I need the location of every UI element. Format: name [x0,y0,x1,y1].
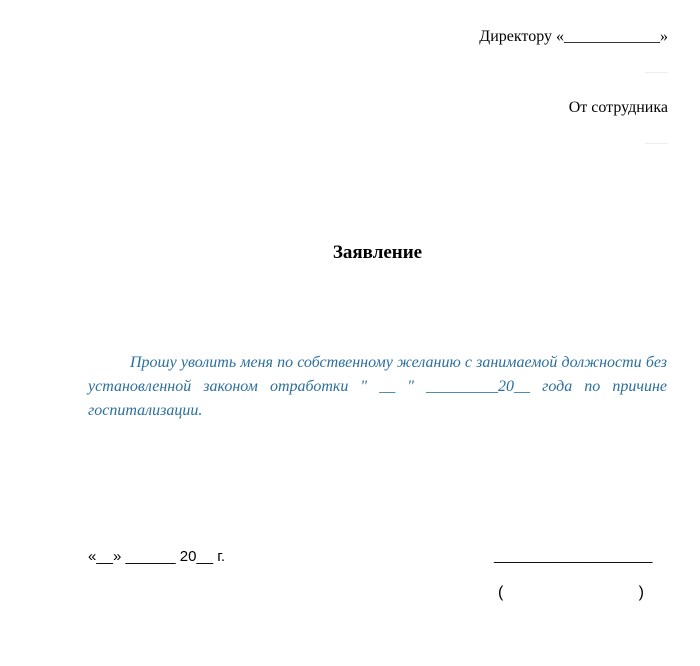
date-field: «__» ______ 20__ г. [88,548,226,565]
application-body-text: Прошу уволить меня по собственному желанию с занимаемой должности без установленной законом отработки " __ " _________20__ года по причине госпитализации. [88,354,667,419]
from-employee-label: От сотрудника [568,99,668,116]
name-close-paren: ) [638,584,644,601]
signature-field: ___________________ [494,547,653,564]
name-field [498,584,644,602]
document-title: Заявление [332,242,423,263]
divider [645,143,668,144]
divider [645,72,668,73]
addressee-director: Директору «____________» [479,28,668,45]
name-open-paren: ( [498,584,504,601]
